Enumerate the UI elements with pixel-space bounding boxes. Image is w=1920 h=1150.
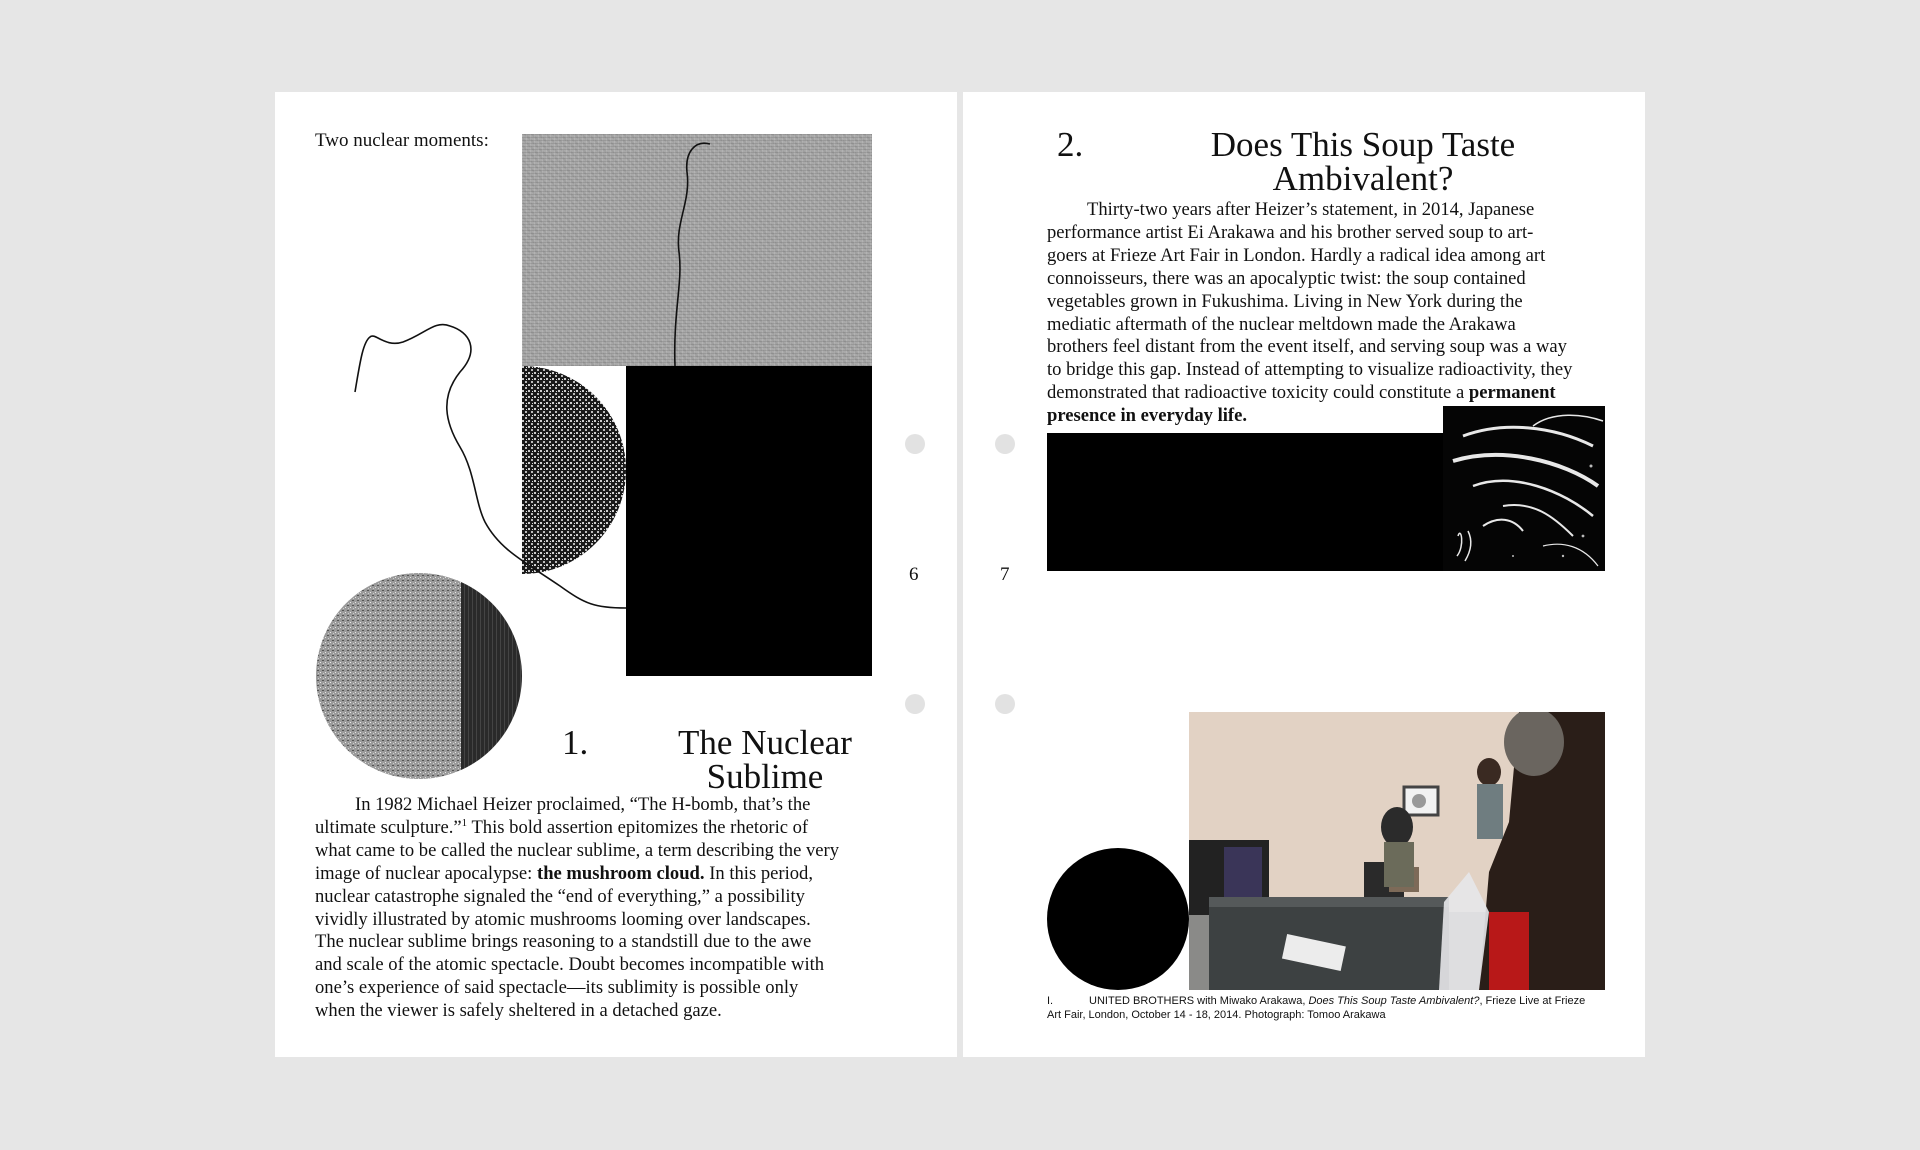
body-line: image of nuclear apocalypse: xyxy=(315,862,537,884)
caption-text: UNITED BROTHERS with Miwako Arakawa, xyxy=(1089,995,1309,1007)
body-line: ultimate sculpture.” xyxy=(315,816,462,838)
body-line: The nuclear sublime brings reasoning to a standstill due to the awe xyxy=(315,931,812,953)
page-number: 6 xyxy=(909,564,919,585)
body-line: what came to be called the nuclear sublime, a term describing the very xyxy=(315,839,840,861)
body-line: connoisseurs, there was an apocalyptic twist: the soup contained xyxy=(1047,267,1526,289)
body-line: nuclear catastrophe signaled the “end of everything,” a possibility xyxy=(315,885,805,907)
bold-phrase: permanent xyxy=(1468,382,1556,404)
body-line: demonstrated that radioactive toxicity could constitute a xyxy=(1047,382,1469,404)
binder-hole xyxy=(995,694,1015,714)
body-line: goers at Frieze Art Fair in London. Hardly a radical idea among art xyxy=(1047,244,1546,266)
black-rectangle xyxy=(1047,433,1443,571)
binder-hole xyxy=(995,434,1015,454)
body-line: and scale of the atomic spectacle. Doubt becomes incompatible with xyxy=(315,954,825,976)
swirl-image xyxy=(1443,406,1605,571)
intro-text: Two nuclear moments: xyxy=(315,130,489,151)
body-line: In this period, xyxy=(704,862,813,884)
body-paragraph xyxy=(1047,199,1627,428)
caption-marker: I. xyxy=(1047,995,1054,1007)
body-line: This bold assertion epitomizes the rhetoric of xyxy=(467,816,809,838)
event-photo xyxy=(1189,712,1605,990)
bold-phrase: the mushroom cloud. xyxy=(537,862,705,884)
body-line: Thirty-two years after Heizer’s statement, in 2014, Japanese xyxy=(1087,199,1535,220)
bold-phrase: everyday life. xyxy=(1136,405,1248,427)
body-line: In 1982 Michael Heizer proclaimed, “The H-bomb, that’s the xyxy=(355,794,811,815)
body-line: vegetables grown in Fukushima. Living in New York during the xyxy=(1047,290,1523,312)
binder-hole xyxy=(905,694,925,714)
bold-phrase: presence in xyxy=(1047,405,1137,427)
section-title-line1: The Nuclear xyxy=(678,723,852,762)
body-line: when the viewer is safely sheltered in a detached gaze. xyxy=(315,1000,722,1022)
body-line: mediatic aftermath of the nuclear meltdown made the Arakawa xyxy=(1047,313,1516,335)
section-number: 1. xyxy=(562,723,589,762)
section-title-line2: Ambivalent? xyxy=(1272,159,1454,198)
body-paragraph xyxy=(315,794,915,1023)
body-line: performance artist Ei Arakawa and his brother served soup to art- xyxy=(1047,221,1534,243)
section-title-line1: Does This Soup Taste xyxy=(1210,125,1516,164)
body-line: vividly illustrated by atomic mushrooms looming over landscapes. xyxy=(315,908,811,930)
wandering-line xyxy=(275,92,957,796)
right-page xyxy=(963,92,1645,1057)
section-title xyxy=(635,723,895,796)
body-line: to bridge this gap. Instead of attempting to visualize radioactivity, they xyxy=(1047,359,1573,381)
caption-text: , Frieze Live at Frieze xyxy=(1479,995,1586,1007)
section-number: 2. xyxy=(1057,125,1084,164)
caption-line2: Art Fair, London, October 14 - 18, 2014. Photograph: Tomoo Arakawa xyxy=(1047,1009,1386,1021)
body-line: brothers feel distant from the event itself, and serving soup was a way xyxy=(1047,336,1567,358)
body-line: one’s experience of said spectacle—its sublimity is possible only xyxy=(315,977,799,999)
black-circle xyxy=(1047,848,1189,990)
binder-hole xyxy=(905,434,925,454)
caption-title: Does This Soup Taste Ambivalent? xyxy=(1308,995,1480,1007)
footnote-ref: 1 xyxy=(461,816,468,829)
section-title xyxy=(1193,125,1533,198)
photo-caption xyxy=(1047,994,1607,1022)
page-number: 7 xyxy=(1000,564,1010,585)
left-page xyxy=(275,92,957,1057)
section-title-line2: Sublime xyxy=(706,757,824,796)
